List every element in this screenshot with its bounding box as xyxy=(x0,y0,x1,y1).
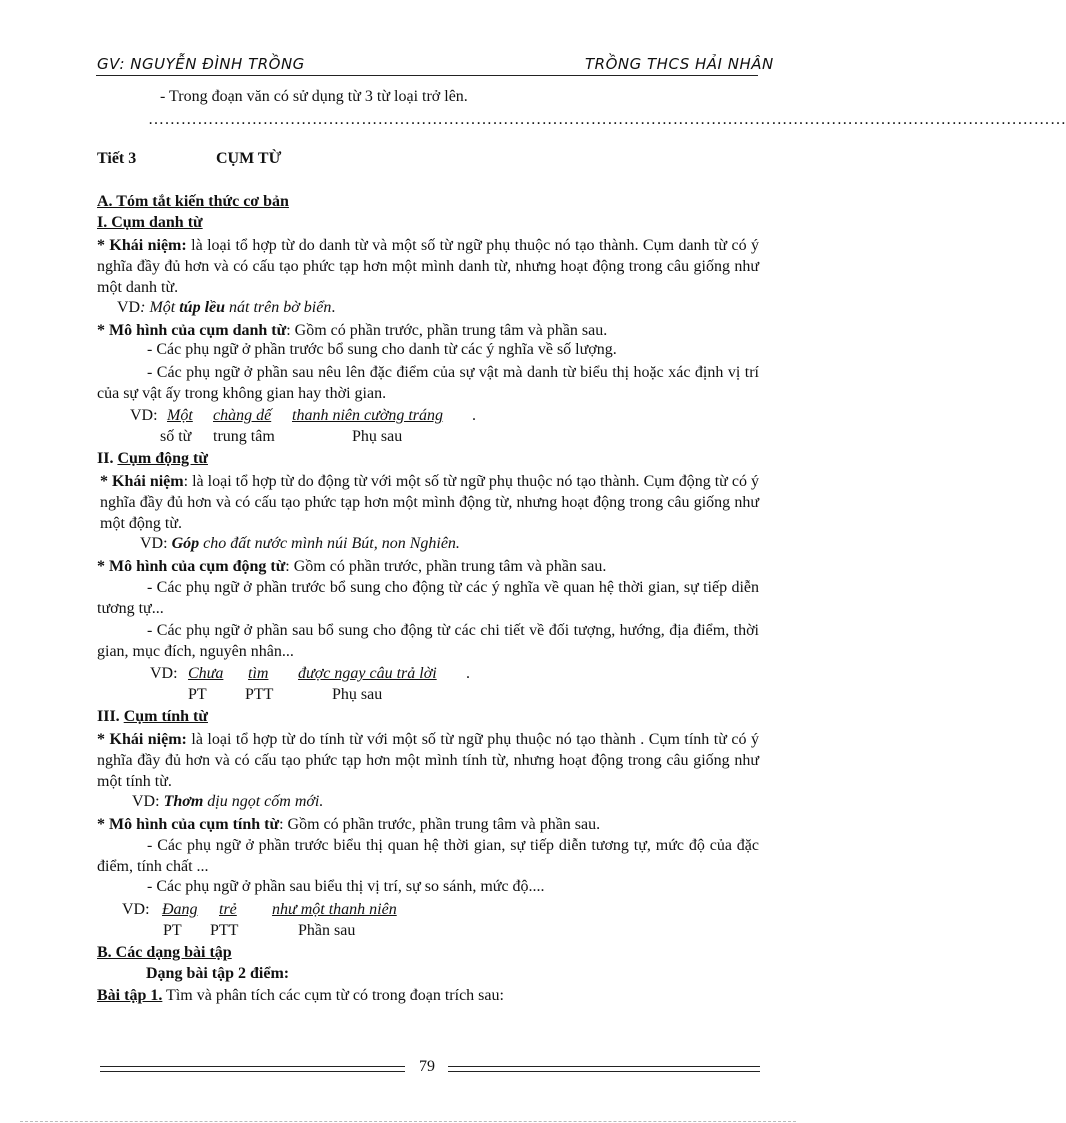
s1-ex2-label-b: trung tâm xyxy=(213,428,275,445)
s1-ex1-rest: nát trên bờ biển xyxy=(225,299,332,316)
s3-point-2: - Các phụ ngữ ở phần sau biểu thị vị trí, sự so sánh, mức độ.... xyxy=(147,878,545,895)
s1-ex2-part-b: chàng dế xyxy=(213,407,272,424)
s1-ex1-prefix: VD xyxy=(117,299,141,316)
s1-concept-text: là loại tổ hợp từ do danh từ và một số từ ngữ phụ thuộc nó tạo thành. Cụm danh từ có ý nghĩa đầy đủ hơn và có cấu tạo phức tạp hơn một mình danh từ, nhưng hoạt động trong câu giống như một danh từ. xyxy=(97,237,760,296)
s3-ex1-headword: Thơm xyxy=(163,793,204,810)
s1-ex2-end: . xyxy=(472,407,476,424)
footer-rule-left xyxy=(100,1066,405,1072)
s2-ex1-headword: Góp xyxy=(171,535,200,552)
s2-example-1 xyxy=(140,535,460,553)
s1-ex2-part-c: thanh niên cường tráng xyxy=(292,407,444,424)
s3-model-text: : Gồm có phần trước, phần trung tâm và phần sau. xyxy=(279,816,601,833)
s2-heading xyxy=(97,450,208,468)
exercise-1-label: Bài tập 1. xyxy=(97,987,163,1004)
s3-ex2-label-c: Phần sau xyxy=(298,922,356,939)
lesson-number: Tiết 3 xyxy=(97,150,137,167)
s2-model xyxy=(97,556,759,577)
s3-heading-text: Cụm tính từ xyxy=(123,708,208,725)
s3-ex1-rest: dịu ngọt cốm mới. xyxy=(203,793,324,810)
s1-ex1-colon: : Một xyxy=(140,299,180,316)
s3-model xyxy=(97,814,759,835)
exercise-1 xyxy=(97,987,504,1005)
s1-example-1 xyxy=(117,299,335,317)
footer xyxy=(100,1058,760,1080)
s1-concept-label: * Khái niệm: xyxy=(97,237,187,254)
dotted-separator: …………………………………………………………………………………………………………………………………………………… xyxy=(148,111,1066,128)
s2-concept-text: : là loại tổ hợp từ do động từ với một số từ ngữ phụ thuộc nó tạo thành. Cụm động từ có ý nghĩa đầy đủ hơn và có cấu tạo phức tạp hơn một mình động từ, nhưng hoạt động trong câu giống như một động từ. xyxy=(100,473,759,532)
s3-concept-label: * Khái niệm: xyxy=(97,731,187,748)
intro-line: - Trong đoạn văn có sử dụng từ 3 từ loại trở lên. xyxy=(160,88,468,105)
s1-model-text: : Gồm có phần trước, phần trung tâm và phần sau. xyxy=(286,322,608,339)
exercise-1-text: Tìm và phân tích các cụm từ có trong đoạn trích sau: xyxy=(162,987,504,1004)
exercise-type: Dạng bài tập 2 điểm: xyxy=(146,965,290,982)
s1-ex1-headword: túp lều xyxy=(179,299,226,316)
lesson-title: CỤM TỪ xyxy=(216,150,282,167)
s1-point-1: - Các phụ ngữ ở phần trước bổ sung cho danh từ các ý nghĩa về số lượng. xyxy=(147,341,617,358)
s2-heading-number: II. xyxy=(97,450,118,467)
s2-ex2-label-c: Phụ sau xyxy=(332,686,383,703)
s1-ex2-label-c: Phụ sau xyxy=(352,428,403,445)
s2-point-1: - Các phụ ngữ ở phần trước bổ sung cho động từ các ý nghĩa về quan hệ thời gian, sự tiếp diễn tương tự... xyxy=(97,579,759,617)
s2-ex2-part-a: Chưa xyxy=(188,665,224,682)
s1-point-2: - Các phụ ngữ ở phần sau nêu lên đặc điểm của sự vật mà danh từ biểu thị hoặc xác định vị trí của sự vật ấy trong không gian hay thời gian. xyxy=(97,364,759,402)
s2-concept-label: * Khái niệm xyxy=(100,473,184,490)
s3-ex2-label-b: PTT xyxy=(210,922,239,939)
s1-ex2-part-a: Một xyxy=(167,407,193,424)
s1-ex1-end: . xyxy=(331,299,336,316)
s2-ex2-label-a: PT xyxy=(188,686,207,703)
s2-model-text: : Gồm có phần trước, phần trung tâm và phần sau. xyxy=(285,558,607,575)
s3-ex1-prefix: VD: xyxy=(132,793,164,810)
s1-ex2-prefix: VD: xyxy=(130,407,158,424)
header-school: TRỒNG THCS HẢI NHÂN xyxy=(585,55,774,73)
s3-heading-number: III. xyxy=(97,708,124,725)
s2-heading-text: Cụm động từ xyxy=(117,450,208,467)
s2-ex1-prefix: VD: xyxy=(140,535,172,552)
header-rule xyxy=(96,75,758,76)
header-teacher: GV: NGUYỄN ĐÌNH TRỒNG xyxy=(97,55,305,73)
s2-ex2-prefix: VD: xyxy=(150,665,178,682)
s2-ex2-part-c: được ngay câu trả lời xyxy=(298,665,437,682)
page-edge-dash xyxy=(20,1121,796,1122)
s2-model-label: * Mô hình của cụm động từ xyxy=(97,558,286,575)
s3-concept-text: là loại tổ hợp từ do tính từ với một số từ ngữ phụ thuộc nó tạo thành . Cụm tính từ có ý nghĩa đầy đủ hơn và có cấu tạo phức tạp hơn một mình tính từ, nhưng hoạt động trong câu giống như một tính từ. xyxy=(97,731,760,790)
s1-model-label: * Mô hình của cụm danh từ xyxy=(97,322,287,339)
s3-ex2-part-b: trẻ xyxy=(219,901,237,918)
s3-ex2-prefix: VD: xyxy=(122,901,150,918)
s3-heading xyxy=(97,708,208,726)
s3-ex2-part-c: như một thanh niên xyxy=(272,901,397,918)
s2-ex2-part-b: tìm xyxy=(248,665,269,682)
s1-model xyxy=(97,320,759,341)
section-a-heading: A. Tóm tắt kiến thức cơ bản xyxy=(97,193,289,210)
s2-concept xyxy=(100,471,759,534)
s3-point-1: - Các phụ ngữ ở phần trước biểu thị quan hệ thời gian, sự tiếp diễn tương tự, mức độ của đặc điểm, tính chất ... xyxy=(97,837,759,875)
section-b-heading: B. Các dạng bài tập xyxy=(97,944,232,961)
footer-rule-right xyxy=(448,1066,760,1072)
s3-ex2-part-a: Đang xyxy=(162,901,198,918)
page-number: 79 xyxy=(419,1058,435,1075)
s3-concept xyxy=(97,729,759,792)
s1-concept xyxy=(97,235,759,298)
s3-example-1 xyxy=(132,793,323,811)
s1-ex2-label-a: số từ xyxy=(160,428,192,445)
s2-ex2-end: . xyxy=(466,665,470,682)
s2-ex2-label-b: PTT xyxy=(245,686,274,703)
s3-ex2-label-a: PT xyxy=(163,922,182,939)
s1-heading: I. Cụm danh từ xyxy=(97,214,203,231)
s2-ex1-rest: cho đất nước mình núi Bút, non Nghiên. xyxy=(199,535,460,552)
s2-point-2: - Các phụ ngữ ở phần sau bổ sung cho động từ các chi tiết về đối tượng, hướng, địa điểm, thời gian, mục đích, nguyên nhân... xyxy=(97,622,759,660)
s3-model-label: * Mô hình của cụm tính từ xyxy=(97,816,280,833)
